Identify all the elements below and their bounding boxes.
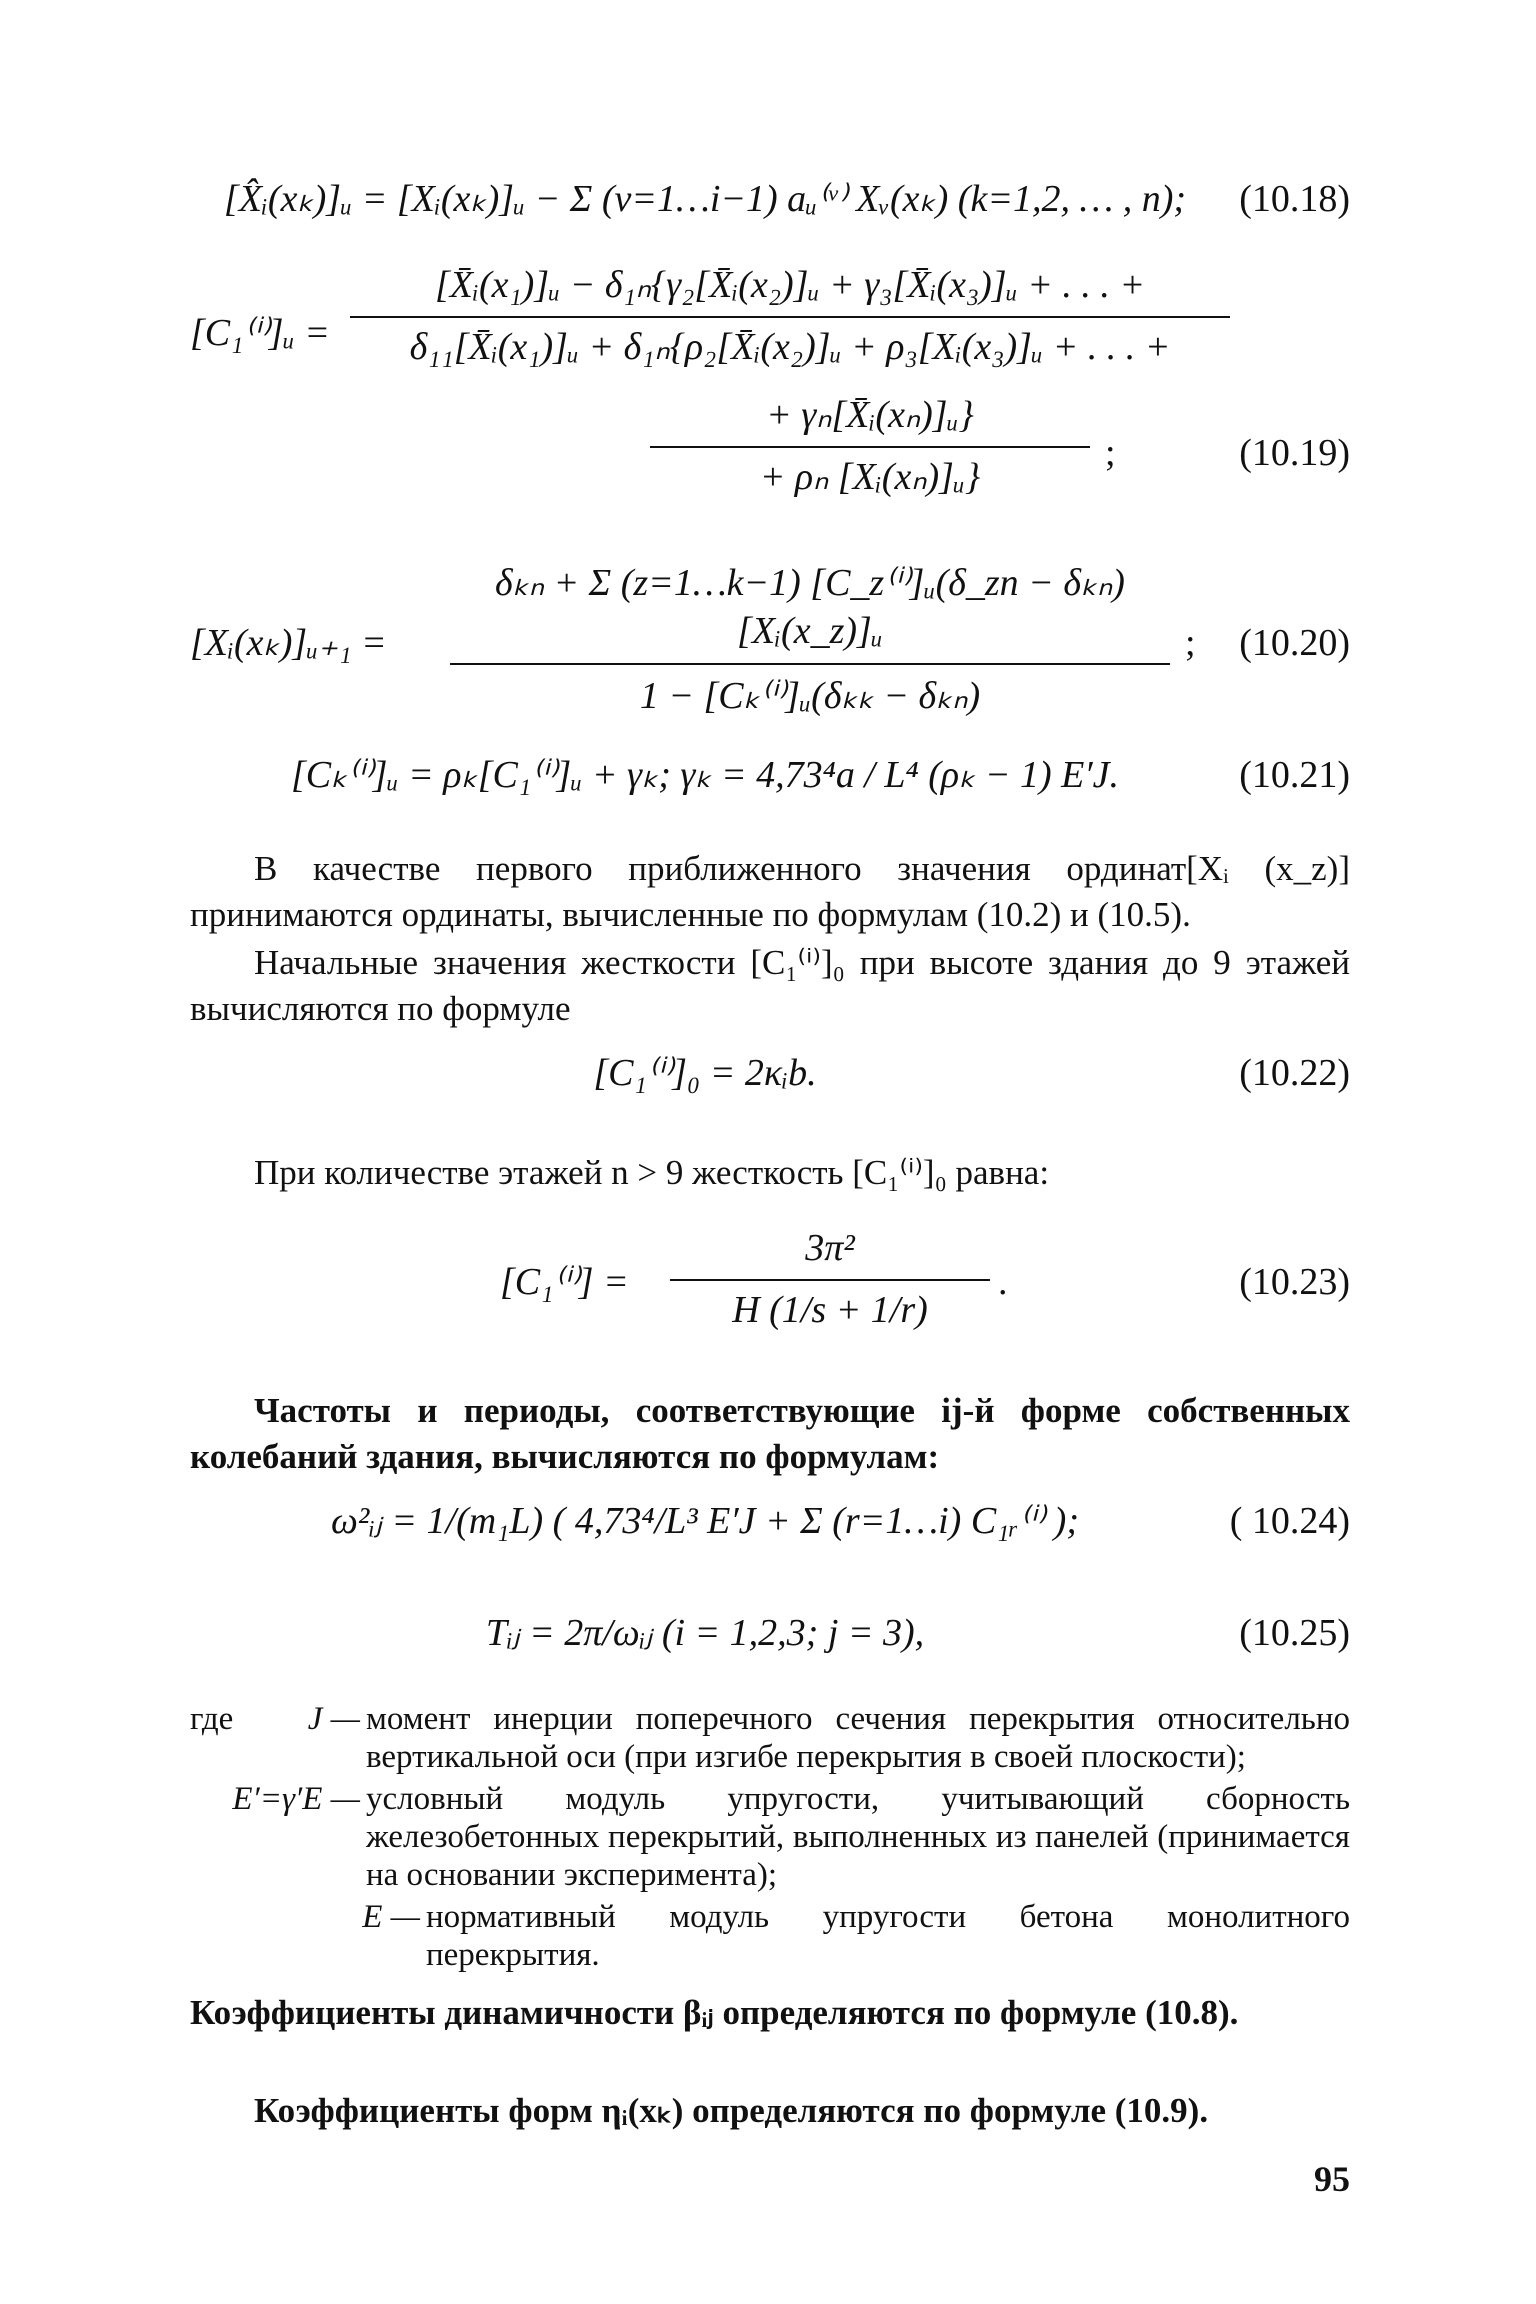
equation-number: ( 10.24) bbox=[1229, 1500, 1350, 1542]
fraction-denominator: 1 − [Cₖ⁽ⁱ⁾]ᵤ(δₖₖ − δₖₙ) bbox=[639, 675, 981, 717]
fraction-numerator: δₖₙ + Σ (z=1…k−1) [C_z⁽ⁱ⁾]ᵤ(δ_zn − δₖₙ)[Xᵢ(x_z)]ᵤ bbox=[450, 560, 1170, 665]
equation-lhs: [C₁⁽ⁱ⁾] = bbox=[500, 1261, 629, 1303]
paragraph-form-coefficients: Коэффициенты форм ηᵢ(xₖ) определяются по формуле (10.9). bbox=[254, 2091, 1209, 2130]
equation-fraction bbox=[350, 262, 1230, 371]
equation-number: (10.19) bbox=[1239, 432, 1350, 474]
definitions-list bbox=[190, 1700, 1350, 1978]
definition-E-prime bbox=[190, 1780, 1350, 1894]
definition-text: нормативный модуль упругости бетона монолитного перекрытия. bbox=[426, 1899, 1350, 1973]
equation-number: (10.23) bbox=[1239, 1261, 1350, 1303]
fraction-denominator: H (1/s + 1/r) bbox=[732, 1288, 928, 1331]
equation-number: (10.22) bbox=[1239, 1052, 1350, 1094]
equation-body: [Cₖ⁽ⁱ⁾]ᵤ = ρₖ[C₁⁽ⁱ⁾]ᵤ + γₖ; γₖ = 4,73⁴a / L⁴ (ρₖ − 1) E′J. bbox=[290, 754, 1120, 796]
fraction-denominator: δ₁₁[X̄ᵢ(x₁)]ᵤ + δ₁ₙ{ρ₂[X̄ᵢ(x₂)]ᵤ + ρ₃[Xᵢ(x₃)]ᵤ + . . . + bbox=[409, 325, 1171, 368]
equation-10-23: [C₁⁽ⁱ⁾] = $\frac{\text{3π²}}{H (1/s + 1/r)}$ . (10.23) bbox=[190, 1225, 1350, 1355]
where-label: где bbox=[190, 1701, 234, 1737]
equation-fraction bbox=[450, 560, 1170, 721]
fraction-numerator: [X̄ᵢ(x₁)]ᵤ − δ₁ₙ{γ₂[X̄ᵢ(x₂)]ᵤ + γ₃[X̄ᵢ(x₃)]ᵤ + . . . + bbox=[350, 262, 1230, 318]
definition-E bbox=[190, 1898, 1350, 1974]
definition-term: E′=γ′E — bbox=[232, 1781, 360, 1817]
paragraph-frequencies: Частоты и периоды, соответствующие ij-й форме собственных колебаний здания, вычисляются по формулам: bbox=[190, 1391, 1350, 1476]
definition-text: момент инерции поперечного сечения перекрытия относительно вертикальной оси (при изгибе перекрытия в своей плоскости); bbox=[366, 1701, 1350, 1775]
definition-term: J — bbox=[307, 1701, 360, 1737]
page-number: 95 bbox=[1314, 2159, 1350, 2199]
equation-body: [X̂ᵢ(xₖ)]ᵤ = [Xᵢ(xₖ)]ᵤ − Σ (ν=1…i−1) aᵤ⁽ᵛ⁾ Xᵥ(xₖ) (k=1,2, … , n); bbox=[223, 178, 1187, 220]
fraction-denominator-cont: + ρₙ [Xᵢ(xₙ)]ᵤ} bbox=[759, 455, 981, 498]
fraction-numerator-cont: + γₙ[X̄ᵢ(xₙ)]ᵤ} bbox=[650, 392, 1090, 448]
equation-number: (10.21) bbox=[1239, 754, 1350, 796]
equation-fraction-continuation bbox=[650, 392, 1090, 501]
equation-lhs: [Xᵢ(xₖ)]ᵤ₊₁ = bbox=[190, 622, 387, 664]
equation-10-19: [C₁⁽ⁱ⁾]ᵤ = $\frac{\text{[X̄ᵢ(x₁)]ᵤ − δ₁ₙ\{γ₂[X̄ᵢ(x₂)]ᵤ + γ₃[X̄ᵢ(x₃)]ᵤ + . . . +}}{\text{δ₁₁[X̄ᵢ(x₁)]ᵤ + δ₁ₙ\{ρ₂[X̄ᵢ(x₂)]ᵤ + ρ₃[Xᵢ(x₃)]ᵤ + . . . +}}$ $\frac{\text{+ γₙ[X̄ᵢ(xₙ)]ᵤ\}}}{\text{+ ρₙ [Xᵢ(xₙ)]ᵤ\}}}$ ; (10.19) bbox=[190, 262, 1350, 522]
equation-10-22 bbox=[190, 1050, 1350, 1110]
equation-10-24 bbox=[190, 1478, 1350, 1568]
equation-10-21 bbox=[190, 752, 1350, 812]
equation-10-25 bbox=[190, 1610, 1350, 1670]
equation-10-18 bbox=[190, 176, 1350, 236]
paragraph-dynamic-coefficients: Коэффициенты динамичности βᵢⱼ определяются по формуле (10.8). bbox=[190, 1993, 1239, 2032]
definition-J bbox=[190, 1700, 1350, 1776]
equation-fraction bbox=[670, 1225, 990, 1334]
definition-term: E — bbox=[362, 1899, 420, 1935]
paragraph-initial-stiffness: Начальные значения жесткости [C₁⁽ⁱ⁾]₀ при высоте здания до 9 этажей вычисляются по формуле bbox=[190, 943, 1350, 1028]
equation-10-20: [Xᵢ(xₖ)]ᵤ₊₁ = δₖₙ + Σ (z=1…k−1) [C_z⁽ⁱ⁾]ᵤ(δ_zn − δₖₙ)[Xᵢ(x_z)]ᵤ 1 − [Cₖ⁽ⁱ⁾]ᵤ(δₖₖ − δₖₙ) ; (10.20) bbox=[190, 560, 1350, 720]
fraction-numerator: 3π² bbox=[670, 1225, 990, 1281]
definition-text: условный модуль упругости, учитывающий сборность железобетонных перекрытий, выполненных из панелей (принимается на основании эксперимента); bbox=[366, 1781, 1350, 1893]
equation-number: (10.20) bbox=[1239, 622, 1350, 664]
equation-lhs: [C₁⁽ⁱ⁾]ᵤ = bbox=[190, 312, 330, 354]
paragraph-floors-over-nine: При количестве этажей n > 9 жесткость [C₁⁽ⁱ⁾]₀ равна: bbox=[254, 1153, 1050, 1192]
equation-body: [C₁⁽ⁱ⁾]₀ = 2κᵢb. bbox=[593, 1052, 817, 1094]
equation-number: (10.25) bbox=[1239, 1612, 1350, 1654]
equation-number: (10.18) bbox=[1239, 178, 1350, 220]
equation-body: Tᵢⱼ = 2π/ωᵢⱼ (i = 1,2,3; j = 3), bbox=[485, 1612, 925, 1654]
paragraph-first-approximation: В качестве первого приближенного значения ординат[Xᵢ (x_z)] принимаются ординаты, вычисленные по формулам (10.2) и (10.5). bbox=[190, 849, 1350, 934]
equation-body: ω²ᵢⱼ = 1/(m₁L) ( 4,73⁴/L³ E′J + Σ (r=1…i) C₁ᵣ⁽ⁱ⁾ ); bbox=[331, 1500, 1079, 1542]
